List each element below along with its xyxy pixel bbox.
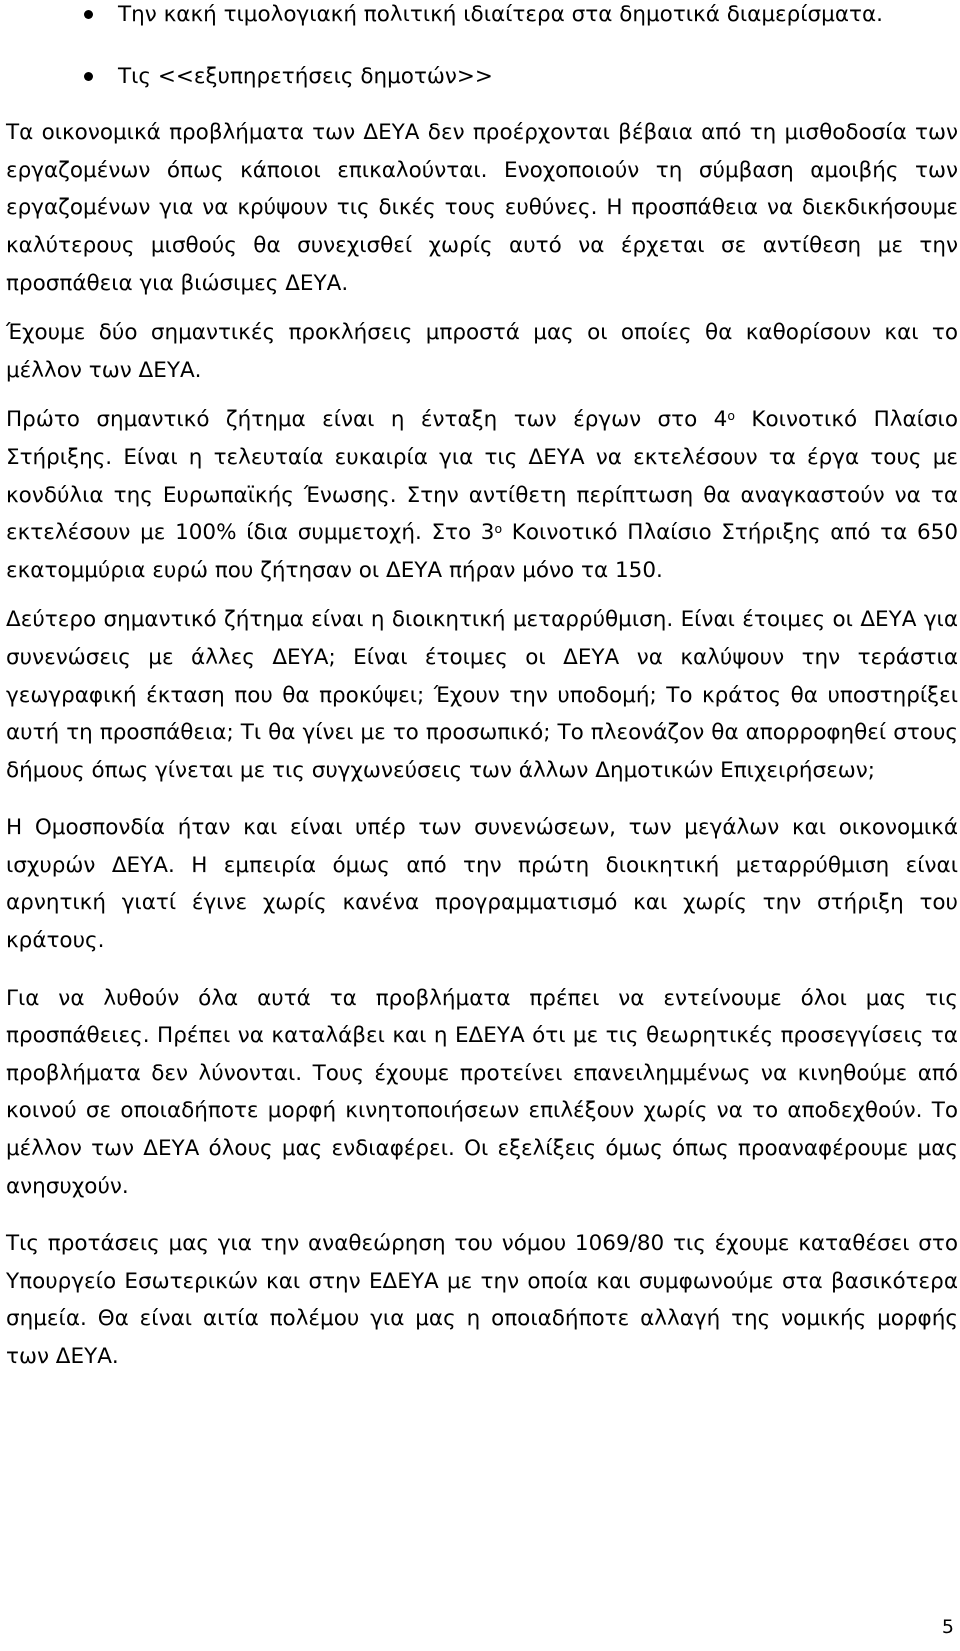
first-issue-text-c: Κοινοτικό Πλαίσιο Στήριξης από τα 650 εκατομμύρια ευρώ που ζήτησαν οι ΔΕΥΑ πήραν μόνο τα 150. [6,520,959,583]
first-issue-text-b: Κοινοτικό Πλαίσιο Στήριξης. Είναι η τελευταία ευκαιρία για τις ΔΕΥΑ να εκτελέσουν τα έργα τους με κονδύλια της Ευρωπαϊκής Ένωσης. Στην αντίθετη περίπτωση θα αναγκαστούν να τα εκτελέσουν με 100% ίδια συμμετοχή. Στο 3 [6,407,958,546]
bullet-item [6,58,958,96]
paragraph-proposals: Τις προτάσεις μας για την αναθεώρηση του νόμου 1069/80 τις έχουμε καταθέσει στο Υπουργείο Εσωτερικών και στην ΕΔΕΥΑ με την οποία και συμφωνούμε στα βασικότερα σημεία. Θα είναι αιτία πολέμου για μας η οποιαδήποτε αλλαγή της νομικής μορφής των ΔΕΥΑ. [6,1231,958,1369]
first-issue-text-a: Πρώτο σημαντικό ζήτημα είναι η ένταξη των έργων στο 4 [6,407,728,433]
page-number: 5 [941,1616,954,1638]
ordinal-superscript: ο [494,520,503,536]
bullet-list [6,0,958,95]
bullet-dot-icon [84,72,93,81]
paragraph-two-challenges: Έχουμε δύο σημαντικές προκλήσεις μπροστά μας οι οποίες θα καθορίσουν και το μέλλον των ΔΕΥΑ. [6,320,958,383]
bullet-item [6,0,958,34]
paragraph-first-issue [6,401,958,589]
bullet-dot-icon [84,10,93,19]
ordinal-superscript: ο [727,408,735,424]
bullet-text: Τις <<εξυπηρετήσεις δημοτών>> [118,63,493,89]
paragraph-financial-problems: Τα οικονομικά προβλήματα των ΔΕΥΑ δεν προέρχονται βέβαια από τη μισθοδοσία των εργαζομένων όπως κάποιοι επικαλούνται. Ενοχοποιούν τη σύμβαση αμοιβής των εργαζομένων για να κρύψουν τις δικές τους ευθύνες. Η προσπάθεια να διεκδικήσουμε καλύτερους μισθούς θα συνεχισθεί χωρίς αυτό να έρχεται σε αντίθεση με την προσπάθεια για βιώσιμες ΔΕΥΑ. [6,120,958,296]
paragraph-efforts: Για να λυθούν όλα αυτά τα προβλήματα πρέπει να εντείνουμε όλοι μας τις προσπάθειες. Πρέπει να καταλάβει και η ΕΔΕΥΑ ότι με τις θεωρητικές προσεγγίσεις τα προβλήματα δεν λύνονται. Τους έχουμε προτείνει επανειλημμένως να κινηθούμε από κοινού σε οποιαδήποτε μορφή κινητοποιήσεων επιλέξουν χωρίς να το αποδεχθούν. Το μέλλον των ΔΕΥΑ όλους μας ενδιαφέρει. Οι εξελίξεις όμως όπως προαναφέρουμε μας ανησυχούν. [6,985,958,1199]
bullet-text: Την κακή τιμολογιακή πολιτική ιδιαίτερα στα δημοτικά διαμερίσματα. [118,2,883,27]
paragraph-federation-position: Η Ομοσπονδία ήταν και είναι υπέρ των συνενώσεων, των μεγάλων και οικονομικά ισχυρών ΔΕΥΑ. Η εμπειρία όμως από την πρώτη διοικητική μεταρρύθμιση είναι αρνητική γιατί έγινε χωρίς κανένα προγραμματισμό και χωρίς την στήριξη του κράτους. [6,815,958,954]
document-page [6,0,958,1376]
paragraph-second-issue: Δεύτερο σημαντικό ζήτημα είναι η διοικητική μεταρρύθμιση. Είναι έτοιμες οι ΔΕΥΑ για συνενώσεις με άλλες ΔΕΥΑ; Είναι έτοιμες οι ΔΕΥΑ να καλύψουν την τεράστια γεωγραφική έκταση που θα προκύψει; Έχουν την υποδομή; Το κράτος θα υποστηρίξει αυτή τη προσπάθεια; Τι θα γίνει με το προσωπικό; Το πλεονάζον θα απορροφηθεί στους δήμους όπως γίνεται με τις συγχωνεύσεις των άλλων Δημοτικών Επιχειρήσεων; [6,607,958,783]
